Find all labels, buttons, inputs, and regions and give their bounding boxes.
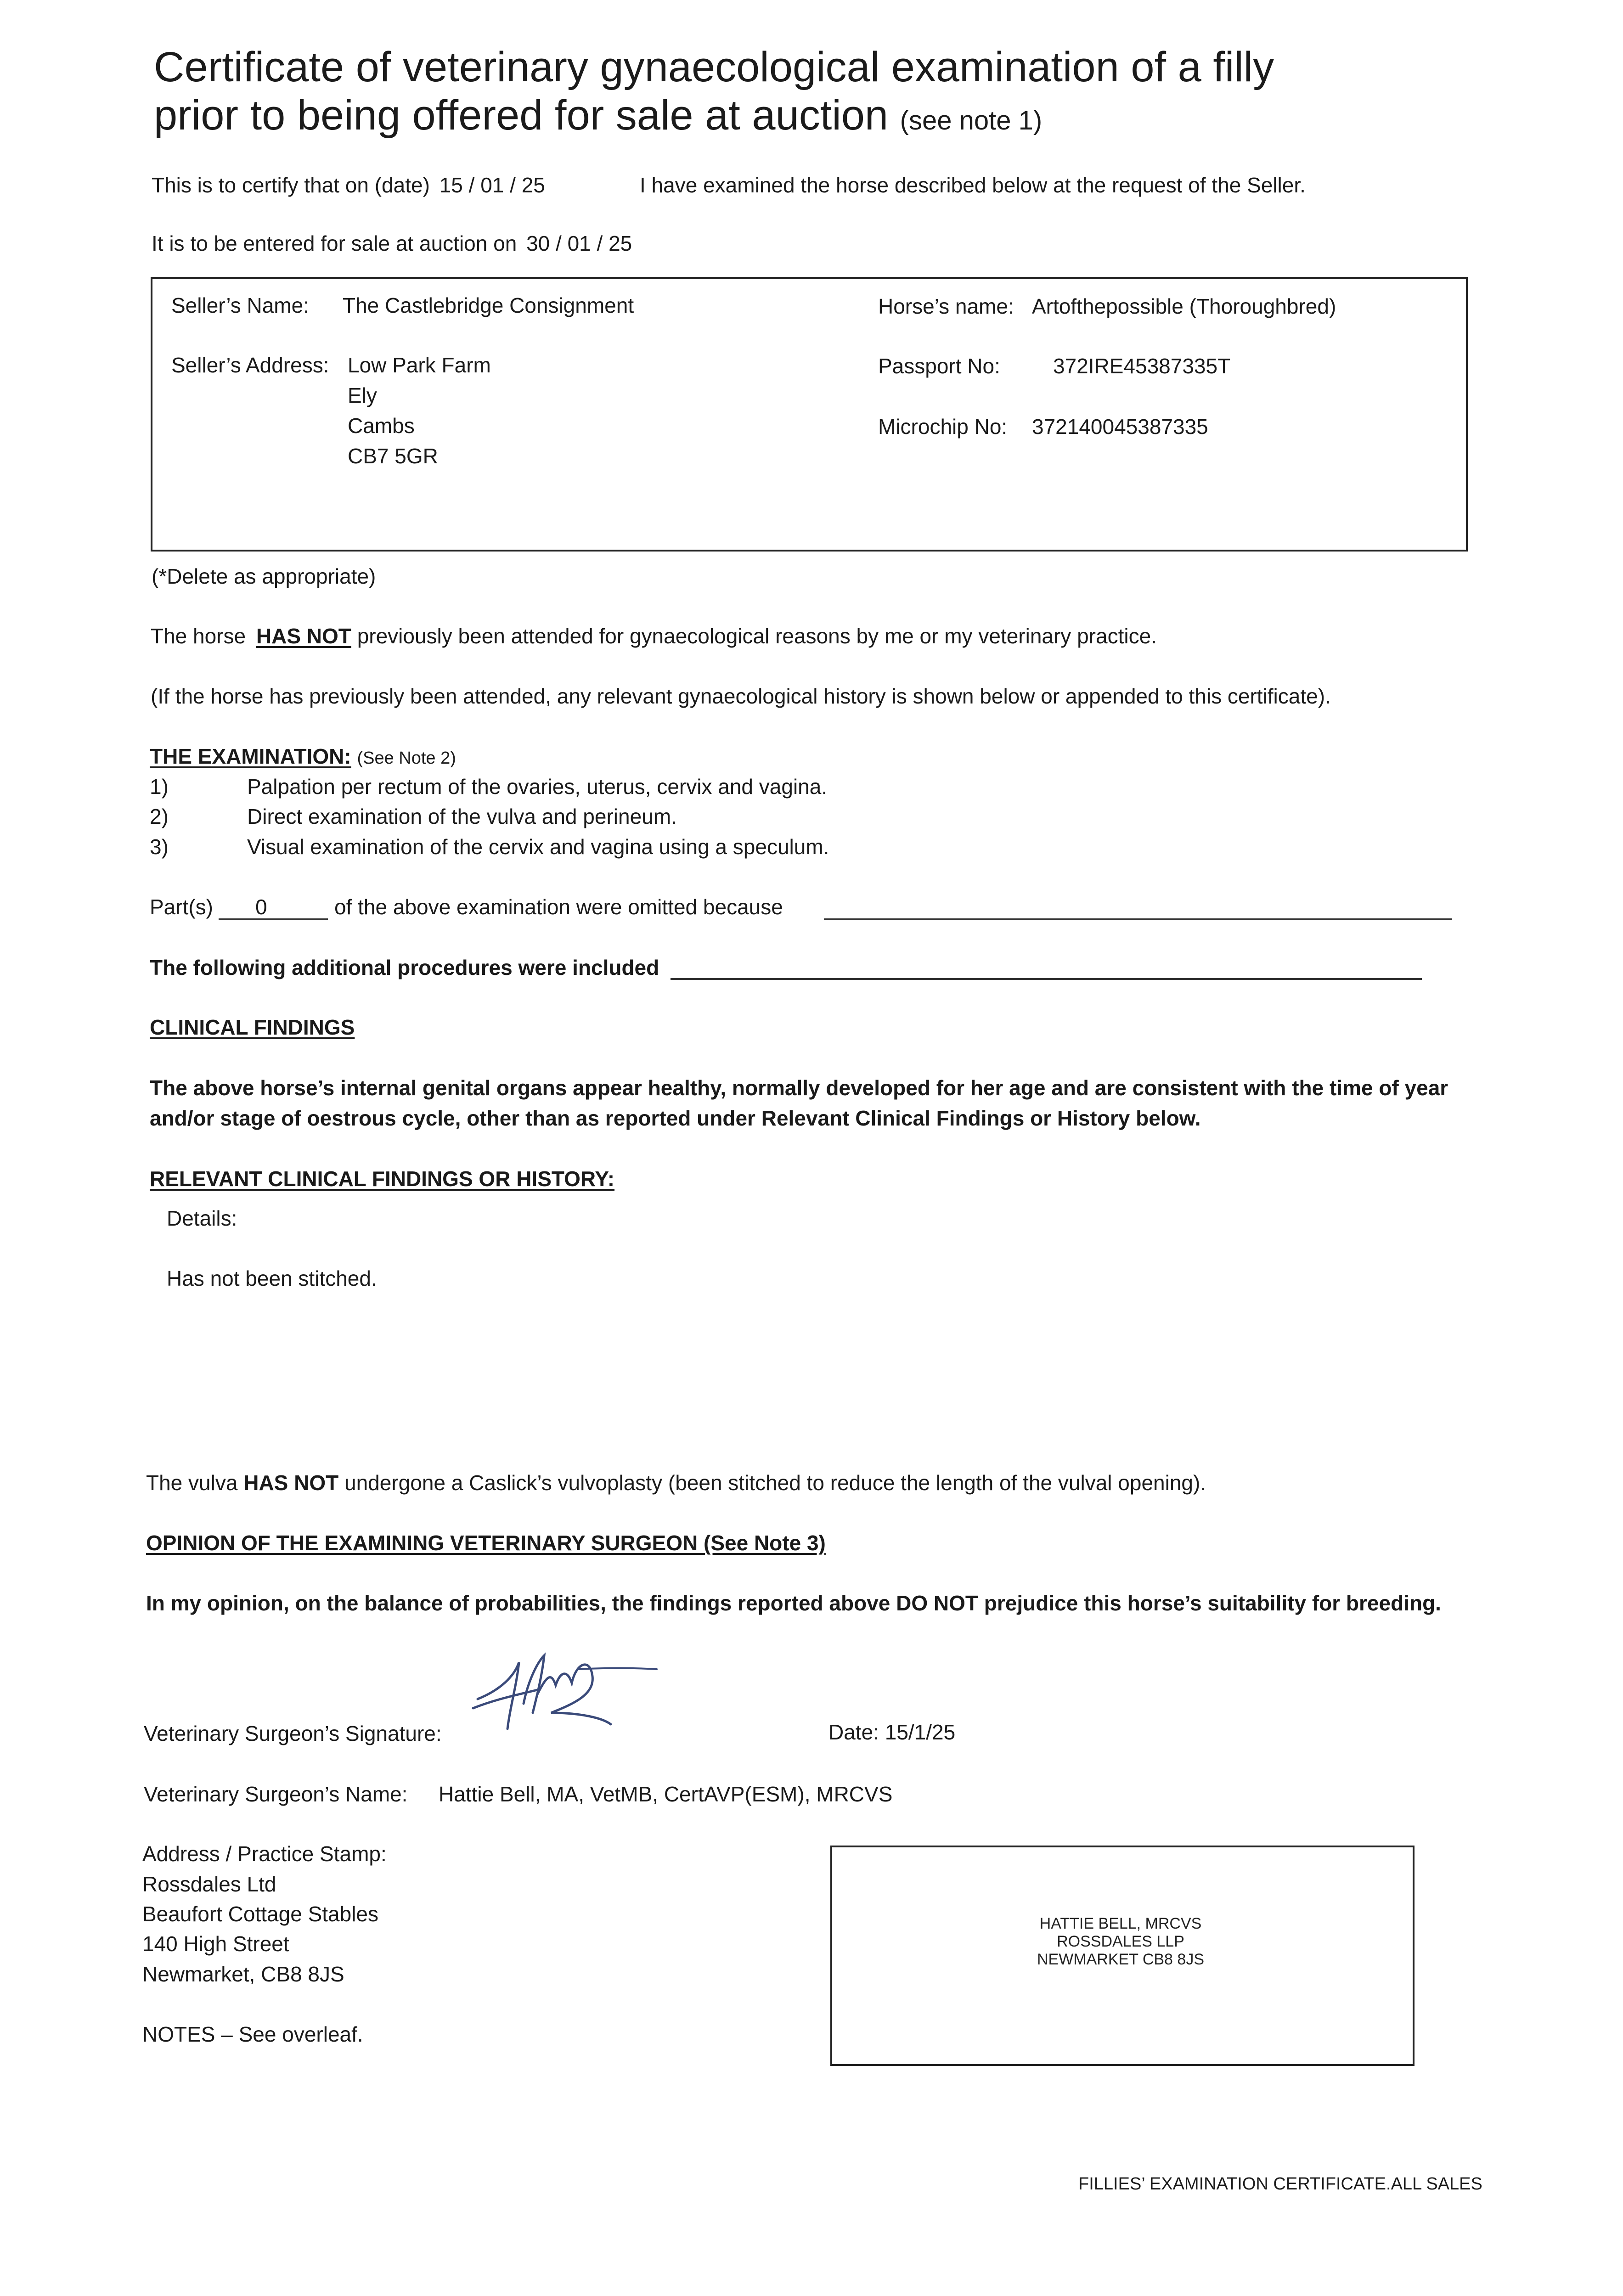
- seller-name-label: Seller’s Name:: [171, 293, 309, 317]
- horse-name-label: Horse’s name:: [878, 294, 1014, 318]
- exam-item-text: Visual examination of the cervix and vagina using a speculum.: [247, 835, 829, 859]
- auction-prefix: It is to be entered for sale at auction on: [152, 231, 517, 255]
- practice-stamp-label: Address / Practice Stamp:: [142, 1842, 387, 1866]
- title-note: (see note 1): [900, 106, 1043, 135]
- surgeon-name-label: Veterinary Surgeon’s Name:: [144, 1782, 408, 1806]
- details-text: Has not been stitched.: [167, 1266, 377, 1290]
- passport-number: 372IRE45387335T: [1053, 354, 1231, 378]
- clinical-statement-line1: The above horse’s internal genital organs appear healthy, normally developed for her age and are consistent with the time of year: [150, 1076, 1448, 1100]
- vulva-prefix: The vulva: [146, 1471, 238, 1495]
- additional-procedures-line: [671, 978, 1422, 980]
- signature-date-label: Date:: [828, 1720, 879, 1744]
- certify-line: [152, 173, 545, 198]
- auction-date: 30 / 01 / 25: [526, 231, 632, 255]
- signature-date: 15/1/25: [885, 1720, 956, 1744]
- additional-procedures-label: The following additional procedures were included: [150, 956, 659, 979]
- signature-date-line: [828, 1720, 955, 1745]
- exam-item-text: Direct examination of the vulva and perineum.: [247, 805, 677, 828]
- omitted-parts-underline: [219, 918, 328, 920]
- microchip-label: Microchip No:: [878, 415, 1008, 439]
- stamp-line: NEWMARKET CB8 8JS: [1037, 1951, 1204, 1969]
- exam-item-text: Palpation per rectum of the ovaries, uterus, cervix and vagina.: [247, 775, 828, 799]
- signature-image: [468, 1644, 661, 1740]
- practice-address-line: Rossdales Ltd: [142, 1872, 276, 1896]
- vulva-line: [146, 1470, 1206, 1496]
- stamp-line: HATTIE BELL, MRCVS: [1039, 1915, 1202, 1932]
- opinion-statement: In my opinion, on the balance of probabilities, the findings reported above DO NOT prejudice this horse’s suitability for breeding.: [146, 1591, 1441, 1615]
- clinical-statement-line2: and/or stage of oestrous cycle, other than as reported under Relevant Clinical Findings or History below.: [150, 1106, 1201, 1130]
- examination-heading: THE EXAMINATION:: [150, 744, 351, 768]
- passport-label: Passport No:: [878, 354, 1000, 378]
- delete-note: (*Delete as appropriate): [152, 564, 376, 588]
- seller-address-line: Ely: [348, 383, 377, 407]
- certificate-title-line1: Certificate of veterinary gynaecological examination of a filly: [154, 44, 1274, 90]
- attended-line: [151, 624, 1157, 649]
- clinical-heading: CLINICAL FINDINGS: [150, 1015, 355, 1039]
- horse-name: Artofthepossible (Thoroughbred): [1032, 294, 1336, 318]
- exam-date: 15 / 01 / 25: [439, 173, 545, 197]
- exam-item-number: 3): [150, 835, 169, 859]
- history-note: (If the horse has previously been attended, any relevant gynaecological history is shown below or appended to this certificate).: [151, 684, 1331, 708]
- microchip-number: 372140045387335: [1032, 415, 1208, 439]
- attended-status: HAS NOT: [256, 624, 351, 648]
- stamp-line: ROSSDALES LLP: [1057, 1933, 1184, 1951]
- signature-label: Veterinary Surgeon’s Signature:: [144, 1722, 442, 1745]
- examination-note: (See Note 2): [357, 748, 456, 768]
- auction-line: [152, 231, 632, 256]
- seller-name: The Castlebridge Consignment: [343, 293, 634, 317]
- surgeon-name: Hattie Bell, MA, VetMB, CertAVP(ESM), MRCVS: [439, 1782, 893, 1806]
- exam-item-number: 1): [150, 775, 169, 799]
- seller-address-line: Low Park Farm: [348, 353, 491, 377]
- omitted-suffix: of the above examination were omitted because: [334, 895, 783, 919]
- omitted-prefix: Part(s): [150, 895, 213, 919]
- certificate-title-text: prior to being offered for sale at auction: [154, 92, 889, 139]
- practice-address-line: Beaufort Cottage Stables: [142, 1902, 378, 1926]
- certify-prefix: This is to certify that on (date): [152, 173, 430, 197]
- omitted-reason-line: [824, 918, 1452, 920]
- vulva-status: HAS NOT: [243, 1471, 339, 1495]
- footer-label: FILLIES’ EXAMINATION CERTIFICATE.ALL SALES: [1078, 2174, 1482, 2194]
- attended-prefix: The horse: [151, 624, 246, 648]
- opinion-heading: OPINION OF THE EXAMINING VETERINARY SURGEON (See Note 3): [146, 1531, 826, 1555]
- seller-address-line: Cambs: [348, 414, 415, 438]
- practice-address-line: Newmarket, CB8 8JS: [142, 1962, 344, 1986]
- practice-address-line: 140 High Street: [142, 1932, 289, 1956]
- stamp-text: [955, 1915, 1286, 1969]
- details-label: Details:: [167, 1206, 237, 1230]
- vulva-suffix: undergone a Caslick’s vulvoplasty (been stitched to reduce the length of the vulval opening).: [344, 1471, 1206, 1495]
- notes-overleaf: NOTES – See overleaf.: [142, 2022, 363, 2046]
- relevant-heading: RELEVANT CLINICAL FINDINGS OR HISTORY:: [150, 1167, 615, 1191]
- exam-item-number: 2): [150, 805, 169, 828]
- certificate-title-line2: [154, 92, 1042, 140]
- seller-address-line: CB7 5GR: [348, 444, 438, 468]
- omitted-parts-value: 0: [255, 895, 267, 919]
- seller-address-label: Seller’s Address:: [171, 353, 329, 377]
- certify-suffix: I have examined the horse described below at the request of the Seller.: [640, 173, 1306, 197]
- examination-heading-line: [150, 744, 456, 769]
- attended-suffix: previously been attended for gynaecological reasons by me or my veterinary practice.: [357, 624, 1157, 648]
